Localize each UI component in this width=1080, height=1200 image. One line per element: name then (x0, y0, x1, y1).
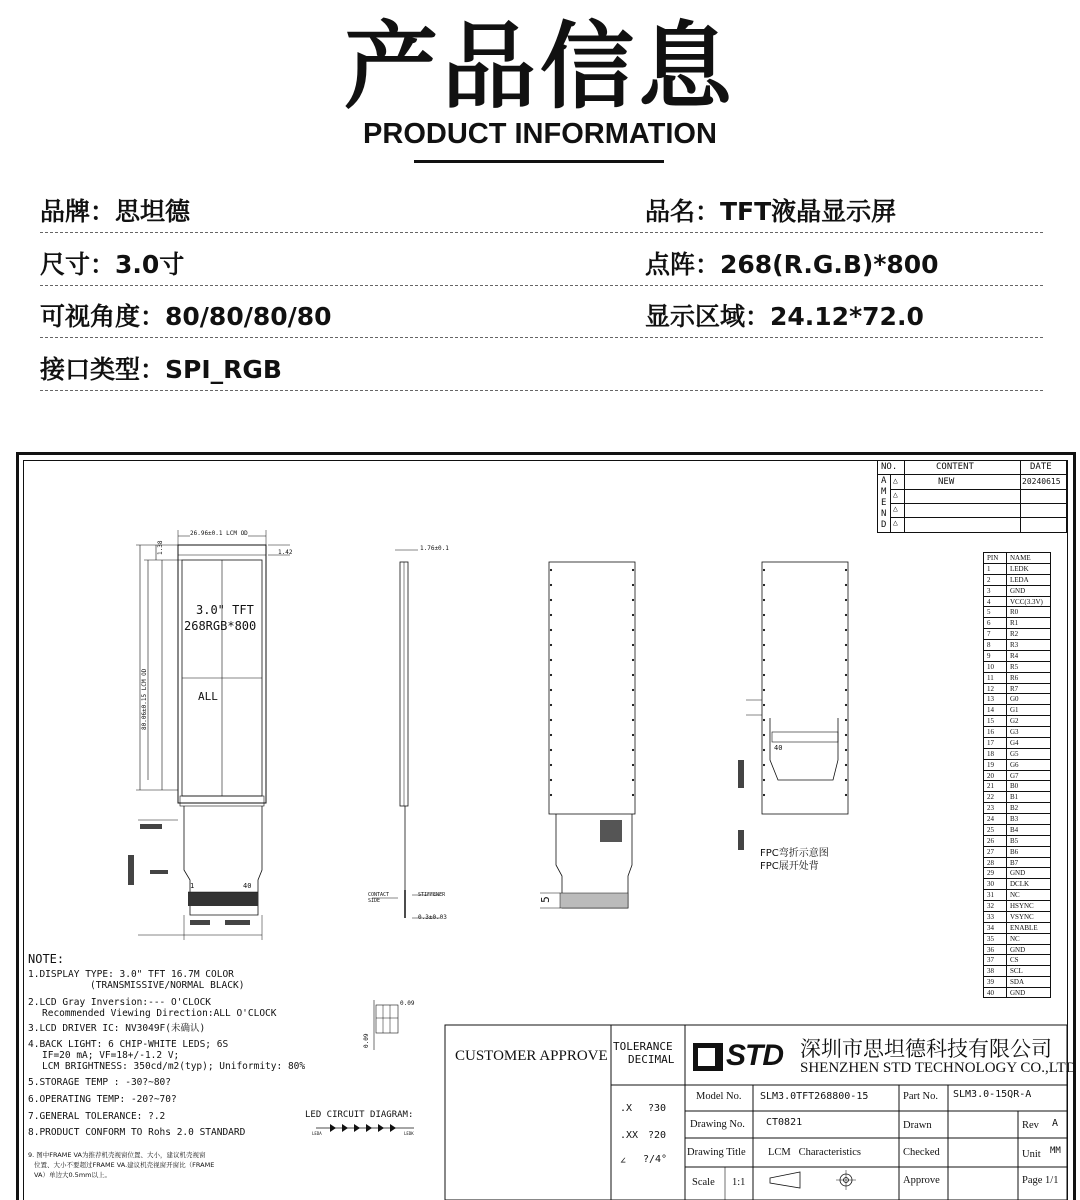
spec-dot-matrix: 点阵：268(R.G.B)*800 (645, 250, 939, 279)
mounting-dot (632, 779, 634, 781)
spec-product-name: 品名：TFT液晶显示屏 (645, 197, 897, 226)
mounting-dot (763, 704, 765, 706)
mounting-dot (845, 644, 847, 646)
model-no-label: Model No. (696, 1091, 742, 1102)
pin-number: 29 (987, 869, 994, 878)
pin-number: 14 (987, 706, 994, 715)
mounting-dot (632, 764, 634, 766)
stiffener-label: STIFFENER (418, 892, 446, 898)
pin-number: 33 (987, 912, 994, 921)
panel-label-resolution: 268RGB*800 (184, 619, 257, 633)
revision-triangle-icon: △ (893, 518, 898, 527)
tol-xx-value: ?20 (648, 1130, 667, 1141)
pin-name: GND (1010, 989, 1026, 998)
mounting-dot (845, 569, 847, 571)
mounting-dot (763, 569, 765, 571)
mounting-dot (845, 794, 847, 796)
mounting-dot (550, 764, 552, 766)
pin-number: 19 (987, 760, 994, 769)
pin-name: R3 (1010, 641, 1019, 650)
pin-name: CS (1010, 956, 1019, 965)
pin-number: 23 (987, 804, 994, 813)
part-no-value: SLM3.0-15QR-A (953, 1089, 1032, 1100)
mounting-dot (763, 659, 765, 661)
note-line: 5.STORAGE TEMP : -30?~80? (28, 1077, 171, 1088)
dim-back-5: 5 (538, 896, 552, 903)
pin-name: G1 (1010, 706, 1019, 715)
pin-name: G0 (1010, 695, 1019, 704)
drawing-notes-small (28, 1150, 214, 1180)
tol-angle-value: ?/4° (643, 1154, 668, 1165)
led-dim-label: 0.09 (363, 1033, 370, 1048)
note-line: 3.LCD DRIVER IC: NV3049F(未确认) (28, 1023, 206, 1034)
revision-triangle-icon: △ (893, 504, 898, 513)
mounting-dot (845, 779, 847, 781)
page-number: Page 1/1 (1022, 1175, 1059, 1186)
note-small-line: 9. 图中FRAME VA为推荐机壳视窗位置、大小，建议机壳视窗 (28, 1151, 206, 1159)
tol-angle-label: ∠ (620, 1156, 627, 1167)
pin-name: B1 (1010, 793, 1019, 802)
pin-number: 39 (987, 978, 994, 987)
pin-name: LEDA (1010, 575, 1029, 584)
mounting-dot (550, 689, 552, 691)
pin-number: 12 (987, 684, 994, 693)
drawing-title-value: LCM Characteristics (768, 1147, 862, 1158)
pin-name: G5 (1010, 749, 1019, 758)
mounting-dot (763, 629, 765, 631)
pin-number: 11 (987, 673, 994, 682)
note-line: (TRANSMISSIVE/NORMAL BLACK) (90, 980, 245, 991)
pin-name: NC (1010, 934, 1020, 943)
mounting-dot (763, 584, 765, 586)
scale-label: Scale (692, 1177, 715, 1188)
pin-name: B3 (1010, 815, 1019, 824)
mounting-dot (550, 794, 552, 796)
fpc-back-pin-40-label: 40 (774, 744, 783, 752)
mounting-dot (845, 629, 847, 631)
pin-name: NAME (1010, 554, 1031, 562)
model-no-value: SLM3.0TFT268800-15 (760, 1091, 869, 1102)
pin-name: B7 (1010, 858, 1019, 867)
pin-name: R1 (1010, 619, 1019, 628)
mounting-dot (632, 689, 634, 691)
drawing-notes (28, 952, 305, 1138)
unit-value: MM (1050, 1146, 1061, 1156)
pin-name: G2 (1010, 717, 1019, 726)
rev-row-content: NEW (938, 477, 955, 487)
pin-number: 21 (987, 782, 994, 791)
spec-size: 尺寸：3.0寸 (40, 250, 185, 279)
pin-name: HSYNC (1010, 902, 1034, 911)
pin-name: G3 (1010, 728, 1019, 737)
drawing-title-label: Drawing Title (687, 1147, 746, 1158)
pin-number: 20 (987, 771, 994, 780)
mounting-dot (550, 704, 552, 706)
page-title-en: PRODUCT INFORMATION (363, 118, 717, 150)
note-line: 7.GENERAL TOLERANCE: ?.2 (28, 1111, 166, 1122)
mounting-dot (763, 749, 765, 751)
note-line: IF=20 mA; VF=18+/-1.2 V; (42, 1050, 180, 1061)
pin-name: NC (1010, 891, 1020, 900)
pin-number: 17 (987, 738, 994, 747)
led-cathode-label: LEDK (404, 1131, 414, 1136)
amend-letter: M (881, 487, 887, 497)
logo-text: STD (726, 1039, 783, 1072)
mounting-dot (763, 719, 765, 721)
dim-lcm-od-width: 26.96±0.1 LCM OD (190, 530, 248, 537)
rev-value: A (1052, 1118, 1059, 1129)
company-name-cn: 深圳市思坦德科技有限公司 (800, 1037, 1052, 1061)
pin-number: 32 (987, 902, 994, 911)
pin-number: 26 (987, 836, 994, 845)
pin-name: B5 (1010, 836, 1019, 845)
unit-label: Unit (1022, 1149, 1041, 1160)
pin-number: 10 (987, 662, 994, 671)
mounting-dot (763, 689, 765, 691)
mounting-dot (632, 719, 634, 721)
mounting-dot (632, 599, 634, 601)
spec-display-area: 显示区域：24.12*72.0 (645, 302, 924, 331)
fpc-pin-1-label: 1 (190, 882, 195, 890)
note-line: 8.PRODUCT CONFORM TO Rohs 2.0 STANDARD (28, 1127, 246, 1138)
mounting-dot (763, 614, 765, 616)
pin-number: 3 (987, 586, 991, 595)
mounting-dot (550, 734, 552, 736)
mounting-dot (845, 734, 847, 736)
pin-name: B6 (1010, 847, 1019, 856)
pin-name: G7 (1010, 771, 1019, 780)
page-title-cn: 产品信息 (343, 13, 736, 122)
pin-name: B2 (1010, 804, 1019, 813)
rev-label: Rev (1022, 1120, 1039, 1131)
note-line: 6.OPERATING TEMP: -20?~70? (28, 1094, 177, 1105)
lcm-fpc-folded-view (762, 562, 848, 814)
note-line: Recommended Viewing Direction:ALL O'CLOCK (42, 1008, 277, 1019)
note-line: 2.LCD Gray Inversion:--- O'CLOCK (28, 997, 212, 1008)
pin-number: 5 (987, 608, 991, 617)
pin-number: 22 (987, 793, 994, 802)
checked-label: Checked (903, 1147, 940, 1158)
pin-name: VCC(3.3V) (1010, 597, 1043, 606)
pin-number: 38 (987, 967, 994, 976)
drawing-no-value: CT0821 (766, 1117, 803, 1128)
contact-side-label: CONTACT SIDE (368, 892, 390, 904)
mounting-dot (632, 794, 634, 796)
mounting-dot (845, 674, 847, 676)
pin-name: GND (1010, 869, 1026, 878)
part-no-label: Part No. (903, 1091, 938, 1102)
pin-number: 9 (987, 651, 991, 660)
mounting-dot (763, 644, 765, 646)
mounting-dot (550, 779, 552, 781)
pin-number: 13 (987, 695, 994, 704)
mounting-dot (763, 764, 765, 766)
led-dim-label: 0.09 (400, 1000, 415, 1007)
amend-letter: D (881, 520, 887, 530)
pin-number: 37 (987, 956, 994, 965)
note-line: 1.DISPLAY TYPE: 3.0" TFT 16.7M COLOR (28, 969, 234, 980)
mounting-dot (550, 674, 552, 676)
pin-name: G4 (1010, 738, 1019, 747)
pin-name: ENABLE (1010, 923, 1038, 932)
pin-name: R7 (1010, 684, 1019, 693)
mounting-dot (632, 644, 634, 646)
mounting-dot (632, 629, 634, 631)
pin-name: GND (1010, 945, 1026, 954)
mounting-dot (550, 629, 552, 631)
spec-brand: 品牌：思坦德 (40, 197, 191, 226)
tol-x-label: .X (620, 1103, 633, 1114)
mounting-dot (632, 749, 634, 751)
mounting-dot (632, 674, 634, 676)
pin-name: R6 (1010, 673, 1019, 682)
tolerance-label: TOLERANCE (613, 1040, 673, 1053)
mounting-dot (763, 734, 765, 736)
fpc-pin-40-label: 40 (243, 882, 252, 890)
mounting-dot (550, 614, 552, 616)
pin-number: 2 (987, 575, 991, 584)
pin-name: R0 (1010, 608, 1019, 617)
pin-name: B0 (1010, 782, 1019, 791)
revision-triangle-icon: △ (893, 490, 898, 499)
dim-stiffener-thickness: 0.3±0.03 (418, 914, 447, 921)
pin-name: R5 (1010, 662, 1019, 671)
mounting-dot (845, 689, 847, 691)
tol-x-value: ?30 (648, 1103, 667, 1114)
mounting-dot (632, 569, 634, 571)
pin-number: 18 (987, 749, 994, 758)
company-name-en: SHENZHEN STD TECHNOLOGY CO.,LTD (800, 1060, 1077, 1076)
mounting-dot (763, 599, 765, 601)
spec-viewing-angle: 可视角度：80/80/80/80 (40, 302, 332, 331)
mounting-dot (550, 749, 552, 751)
mounting-dot (845, 614, 847, 616)
mounting-dot (845, 719, 847, 721)
note-line: LCM BRIGHTNESS: 350cd/m2(typ); Uniformity: 80% (42, 1061, 306, 1072)
pin-number: 30 (987, 880, 994, 889)
mounting-dot (632, 734, 634, 736)
pin-number: 6 (987, 619, 991, 628)
mounting-dot (763, 794, 765, 796)
dim-lcm-od-height: 80.06±0.15 LCM OD (141, 668, 148, 730)
mounting-dot (845, 599, 847, 601)
pin-number: 1 (987, 564, 991, 573)
pin-name: B4 (1010, 825, 1019, 834)
pin-number: 24 (987, 815, 994, 824)
approve-label: Approve (903, 1175, 940, 1186)
drawn-label: Drawn (903, 1120, 932, 1131)
led-anode-label: LEDA (312, 1131, 322, 1136)
rev-header-date: DATE (1030, 462, 1052, 472)
logo-mark-icon (693, 1043, 723, 1071)
revision-triangle-icon: △ (893, 476, 898, 485)
drawing-no-label: Drawing No. (690, 1119, 745, 1130)
note-small-line: 位置、大小不要超过FRAME VA.建议机壳视窗开窗比（FRAME (34, 1161, 215, 1169)
scale-value: 1:1 (732, 1177, 746, 1188)
mounting-dot (550, 599, 552, 601)
fpc-fold-note: FPC弯折示意图 (760, 848, 829, 859)
pin-number: 31 (987, 891, 994, 900)
panel-label-size: 3.0" TFT (196, 603, 254, 617)
pin-number: 16 (987, 728, 994, 737)
pin-number: 35 (987, 934, 994, 943)
pin-name: R2 (1010, 630, 1019, 639)
pin-number: 36 (987, 945, 994, 954)
mounting-dot (632, 584, 634, 586)
mounting-dot (632, 704, 634, 706)
mounting-dot (550, 584, 552, 586)
spec-interface: 接口类型：SPI_RGB (40, 355, 282, 384)
rev-header-content: CONTENT (936, 462, 974, 472)
mounting-dot (550, 659, 552, 661)
pin-number: 15 (987, 717, 994, 726)
panel-label-all: ALL (198, 690, 218, 703)
mounting-dot (550, 719, 552, 721)
dim-142: 1.42 (278, 549, 293, 556)
tol-xx-label: .XX (620, 1130, 639, 1141)
rev-row-date: 20240615 (1022, 477, 1061, 486)
pin-name: GND (1010, 586, 1026, 595)
pin-number: 7 (987, 630, 991, 639)
dim-138: 1.38 (157, 540, 164, 555)
rev-header-no: NO. (881, 462, 898, 472)
pin-number: 8 (987, 641, 991, 650)
mounting-dot (845, 704, 847, 706)
pin-name: G6 (1010, 760, 1019, 769)
mounting-dot (632, 659, 634, 661)
mounting-dot (845, 749, 847, 751)
note-small-line: VA）单边大0.5mm以上。 (34, 1171, 111, 1179)
pin-number: 27 (987, 847, 994, 856)
mounting-dot (763, 674, 765, 676)
fpc-unfold-note: FPC展开处背 (760, 861, 819, 872)
led-circuit-title: LED CIRCUIT DIAGRAM: (305, 1110, 414, 1120)
pin-number: 25 (987, 825, 994, 834)
mounting-dot (845, 659, 847, 661)
dim-side-thickness: 1.76±0.1 (420, 545, 449, 552)
mounting-dot (632, 614, 634, 616)
decimal-label: DECIMAL (628, 1053, 675, 1066)
pin-number: 40 (987, 989, 994, 998)
pin-number: 34 (987, 923, 994, 932)
pin-name: SDA (1010, 978, 1025, 987)
mounting-dot (845, 584, 847, 586)
pin-name: DCLK (1010, 880, 1030, 889)
mounting-dot (845, 764, 847, 766)
amend-letter: A (881, 476, 887, 486)
pin-name: VSYNC (1010, 912, 1034, 921)
pin-number: PIN (987, 554, 999, 562)
pin-number: 28 (987, 858, 994, 867)
mounting-dot (763, 779, 765, 781)
notes-heading: NOTE: (28, 952, 65, 966)
pin-name: R4 (1010, 651, 1019, 660)
pin-number: 4 (987, 597, 991, 606)
lcm-back-view (549, 562, 635, 814)
note-line: 4.BACK LIGHT: 6 CHIP-WHITE LEDS; 6S (28, 1039, 229, 1050)
pin-name: SCL (1010, 967, 1023, 976)
amend-letter: N (881, 509, 887, 519)
pin-name: LEDK (1010, 564, 1029, 573)
mounting-dot (550, 569, 552, 571)
mounting-dot (550, 644, 552, 646)
amend-letter: E (881, 498, 887, 508)
company-logo (693, 1039, 793, 1075)
customer-approve-label: CUSTOMER APPROVE (455, 1048, 608, 1064)
